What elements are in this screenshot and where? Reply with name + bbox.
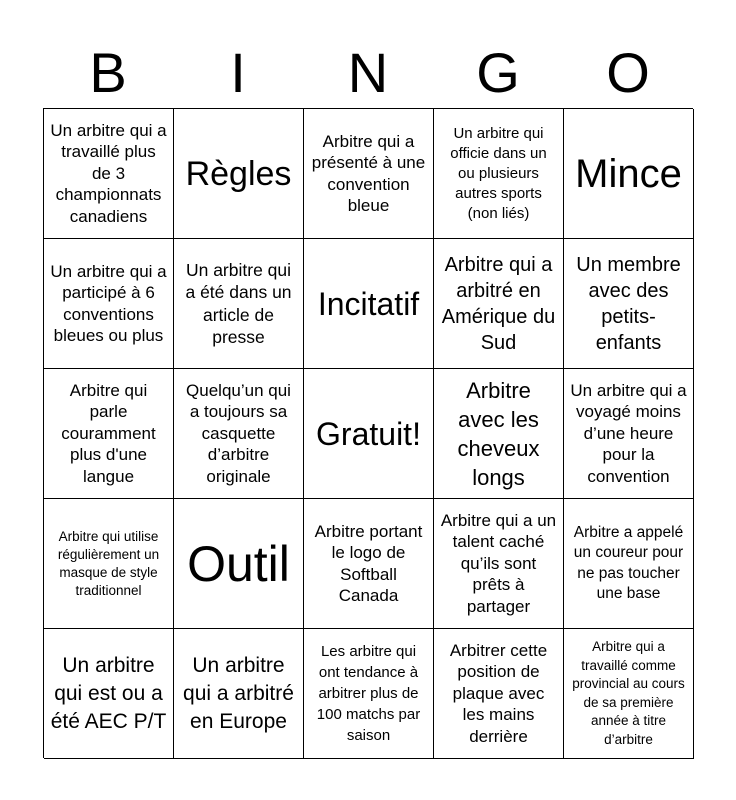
bingo-cell[interactable]	[174, 629, 304, 759]
cell-text: Un arbitre qui a travaillé plus de 3 championnats canadiens	[50, 120, 167, 226]
bingo-cell[interactable]	[174, 239, 304, 369]
cell-text: Arbitre qui parle couramment plus d'une langue	[61, 380, 156, 486]
header-letter-o: O	[606, 41, 650, 104]
bingo-header	[43, 38, 693, 108]
cell-text: Règles	[185, 154, 292, 193]
bingo-cell[interactable]	[174, 499, 304, 629]
bingo-cell[interactable]	[304, 109, 434, 239]
bingo-cell[interactable]	[564, 629, 694, 759]
bingo-cell[interactable]	[304, 239, 434, 369]
bingo-cell[interactable]	[304, 499, 434, 629]
bingo-cell[interactable]	[174, 109, 304, 239]
header-letter-g: G	[476, 41, 520, 104]
bingo-cell[interactable]	[434, 499, 564, 629]
bingo-cell[interactable]	[174, 369, 304, 499]
cell-text: Un membre avec des petits-enfants	[576, 253, 681, 354]
bingo-cell[interactable]	[44, 499, 174, 629]
cell-text: Un arbitre qui officie dans un ou plusieurs autres sports (non liés)	[450, 124, 547, 222]
cell-text: Arbitrer cette position de plaque avec les mains derrière	[449, 640, 548, 746]
cell-text: Outil	[187, 535, 290, 592]
cell-text: Arbitre qui a travaillé comme provincial au cours de sa première année à titre d’arbitre	[572, 639, 685, 747]
cell-text: Incitatif	[317, 285, 420, 322]
bingo-cell[interactable]	[434, 109, 564, 239]
cell-text: Les arbitre qui ont tendance à arbitrer plus de 100 matchs par saison	[316, 643, 421, 744]
bingo-cell[interactable]	[44, 369, 174, 499]
cell-text: Un arbitre qui a arbitré en Europe	[183, 653, 294, 733]
bingo-cell[interactable]	[564, 239, 694, 369]
bingo-cell[interactable]	[564, 369, 694, 499]
cell-text: Arbitre avec les cheveux longs	[457, 377, 540, 490]
bingo-cell[interactable]	[44, 629, 174, 759]
bingo-cell[interactable]	[304, 629, 434, 759]
header-letter-b: B	[89, 41, 127, 104]
header-letter-n: N	[347, 41, 389, 104]
bingo-cell[interactable]	[44, 239, 174, 369]
cell-text: Quelqu’un qui a toujours sa casquette d’arbitre originale	[186, 380, 291, 486]
cell-text: Un arbitre qui a voyagé moins d’une heure pour la convention	[570, 380, 687, 486]
bingo-cell[interactable]	[44, 109, 174, 239]
cell-text: Arbitre qui a arbitré en Amérique du Sud	[441, 253, 556, 354]
cell-text: Un arbitre qui a participé à 6 conventions bleues ou plus	[50, 261, 167, 345]
cell-text: Arbitre qui a présenté à une convention bleue	[311, 131, 426, 215]
cell-text: Mince	[575, 151, 682, 196]
cell-text: Un arbitre qui a été dans un article de presse	[185, 259, 292, 347]
cell-text: Gratuit!	[316, 415, 421, 452]
bingo-cell[interactable]	[434, 369, 564, 499]
cell-text: Un arbitre qui est ou a été AEC P/T	[50, 653, 167, 733]
bingo-cell[interactable]	[304, 369, 434, 499]
bingo-cell[interactable]	[564, 499, 694, 629]
bingo-cell[interactable]	[434, 629, 564, 759]
header-letter-i: I	[230, 41, 246, 104]
bingo-cell[interactable]	[564, 109, 694, 239]
bingo-cell[interactable]	[434, 239, 564, 369]
cell-text: Arbitre portant le logo de Softball Canada	[314, 521, 423, 605]
cell-text: Arbitre a appelé un coureur pour ne pas toucher une base	[573, 523, 684, 602]
cell-text: Arbitre qui a un talent caché qu’ils sont prêts à partager	[440, 510, 557, 616]
bingo-board	[43, 108, 693, 758]
cell-text: Arbitre qui utilise régulièrement un masque de style traditionnel	[57, 528, 160, 598]
